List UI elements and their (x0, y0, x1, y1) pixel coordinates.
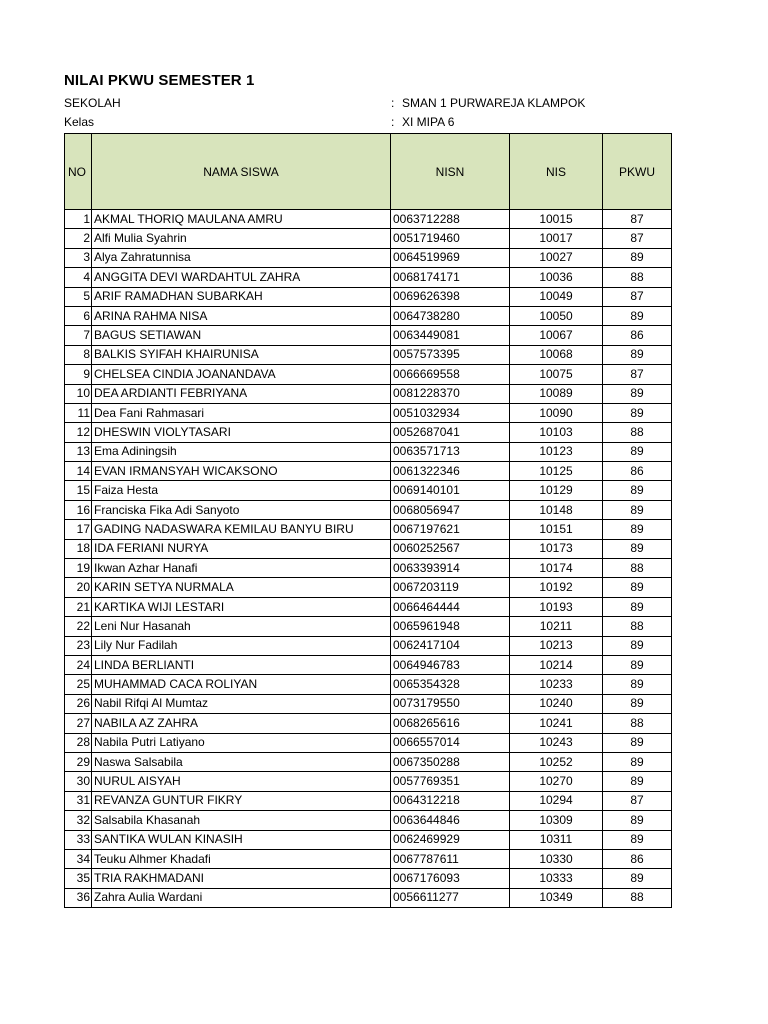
cell-nisn: 0068056947 (391, 500, 510, 519)
cell-nis: 10174 (510, 559, 603, 578)
table-row (65, 520, 672, 539)
cell-nis: 10050 (510, 306, 603, 325)
cell-name: EVAN IRMANSYAH WICAKSONO (92, 462, 391, 481)
cell-name: NURUL AISYAH (92, 772, 391, 791)
cell-pkwu: 88 (603, 617, 672, 636)
cell-nisn: 0063644846 (391, 811, 510, 830)
cell-name: Dea Fani Rahmasari (92, 403, 391, 422)
cell-nisn: 0064312218 (391, 791, 510, 810)
cell-nisn: 0069140101 (391, 481, 510, 500)
table-row (65, 539, 672, 558)
school-label: SEKOLAH (64, 96, 121, 110)
cell-pkwu: 89 (603, 733, 672, 752)
cell-nis: 10192 (510, 578, 603, 597)
cell-no: 11 (65, 403, 92, 422)
cell-nis: 10270 (510, 772, 603, 791)
cell-name: SANTIKA WULAN KINASIH (92, 830, 391, 849)
cell-nisn: 0065354328 (391, 675, 510, 694)
cell-nisn: 0068265616 (391, 714, 510, 733)
cell-nisn: 0081228370 (391, 384, 510, 403)
cell-nis: 10067 (510, 326, 603, 345)
cell-nis: 10075 (510, 365, 603, 384)
cell-pkwu: 89 (603, 306, 672, 325)
cell-nisn: 0067350288 (391, 752, 510, 771)
cell-pkwu: 89 (603, 403, 672, 422)
cell-pkwu: 89 (603, 830, 672, 849)
table-row (65, 888, 672, 907)
cell-pkwu: 88 (603, 559, 672, 578)
table-row (65, 287, 672, 306)
cell-name: ANGGITA DEVI WARDAHTUL ZAHRA (92, 268, 391, 287)
table-row (65, 675, 672, 694)
cell-nis: 10015 (510, 210, 603, 229)
cell-name: DEA ARDIANTI FEBRIYANA (92, 384, 391, 403)
cell-nis: 10151 (510, 520, 603, 539)
table-row (65, 752, 672, 771)
cell-name: LINDA BERLIANTI (92, 655, 391, 674)
table-row (65, 617, 672, 636)
cell-pkwu: 89 (603, 655, 672, 674)
cell-nisn: 0066464444 (391, 597, 510, 616)
cell-nis: 10049 (510, 287, 603, 306)
table-row (65, 655, 672, 674)
cell-nisn: 0062417104 (391, 636, 510, 655)
table-row (65, 229, 672, 248)
cell-no: 3 (65, 248, 92, 267)
cell-name: Zahra Aulia Wardani (92, 888, 391, 907)
cell-pkwu: 89 (603, 597, 672, 616)
cell-name: Ikwan Azhar Hanafi (92, 559, 391, 578)
table-row (65, 248, 672, 267)
cell-nis: 10125 (510, 462, 603, 481)
cell-nis: 10068 (510, 345, 603, 364)
cell-name: BALKIS SYIFAH KHAIRUNISA (92, 345, 391, 364)
cell-name: KARTIKA WIJI LESTARI (92, 597, 391, 616)
cell-nisn: 0065961948 (391, 617, 510, 636)
cell-no: 2 (65, 229, 92, 248)
cell-nisn: 0051719460 (391, 229, 510, 248)
document-title: NILAI PKWU SEMESTER 1 (64, 72, 255, 89)
table-row (65, 345, 672, 364)
table-row (65, 830, 672, 849)
cell-pkwu: 89 (603, 578, 672, 597)
table-row (65, 423, 672, 442)
cell-name: Leni Nur Hasanah (92, 617, 391, 636)
cell-pkwu: 89 (603, 636, 672, 655)
cell-pkwu: 88 (603, 268, 672, 287)
cell-no: 22 (65, 617, 92, 636)
class-colon: : (391, 115, 395, 129)
table-row (65, 694, 672, 713)
cell-nis: 10214 (510, 655, 603, 674)
cell-pkwu: 89 (603, 384, 672, 403)
cell-name: Teuku Alhmer Khadafi (92, 849, 391, 868)
cell-nis: 10027 (510, 248, 603, 267)
cell-no: 8 (65, 345, 92, 364)
cell-name: AKMAL THORIQ MAULANA AMRU (92, 210, 391, 229)
cell-pkwu: 89 (603, 752, 672, 771)
cell-pkwu: 89 (603, 869, 672, 888)
school-value: SMAN 1 PURWAREJA KLAMPOK (402, 96, 586, 110)
cell-no: 36 (65, 888, 92, 907)
cell-name: CHELSEA CINDIA JOANANDAVA (92, 365, 391, 384)
cell-nis: 10193 (510, 597, 603, 616)
cell-no: 29 (65, 752, 92, 771)
cell-no: 9 (65, 365, 92, 384)
cell-nisn: 0066669558 (391, 365, 510, 384)
cell-pkwu: 89 (603, 248, 672, 267)
cell-pkwu: 86 (603, 462, 672, 481)
cell-nisn: 0061322346 (391, 462, 510, 481)
cell-nis: 10330 (510, 849, 603, 868)
cell-no: 19 (65, 559, 92, 578)
table-row (65, 326, 672, 345)
cell-name: ARIF RAMADHAN SUBARKAH (92, 287, 391, 306)
cell-pkwu: 87 (603, 365, 672, 384)
cell-nis: 10243 (510, 733, 603, 752)
cell-nis: 10148 (510, 500, 603, 519)
table-row (65, 210, 672, 229)
header-no: NO (65, 134, 92, 210)
table-row (65, 442, 672, 461)
table-row (65, 268, 672, 287)
class-value: XI MIPA 6 (402, 115, 455, 129)
table-row (65, 403, 672, 422)
cell-no: 12 (65, 423, 92, 442)
cell-nis: 10349 (510, 888, 603, 907)
cell-no: 15 (65, 481, 92, 500)
cell-pkwu: 86 (603, 849, 672, 868)
table-row (65, 811, 672, 830)
cell-name: Nabil Rifqi Al Mumtaz (92, 694, 391, 713)
cell-pkwu: 89 (603, 345, 672, 364)
cell-no: 10 (65, 384, 92, 403)
cell-nisn: 0062469929 (391, 830, 510, 849)
cell-nisn: 0067203119 (391, 578, 510, 597)
header-nis: NIS (510, 134, 603, 210)
cell-no: 35 (65, 869, 92, 888)
cell-name: Franciska Fika Adi Sanyoto (92, 500, 391, 519)
cell-nis: 10252 (510, 752, 603, 771)
cell-pkwu: 89 (603, 772, 672, 791)
cell-nisn: 0064738280 (391, 306, 510, 325)
cell-pkwu: 89 (603, 694, 672, 713)
cell-nisn: 0063712288 (391, 210, 510, 229)
cell-no: 23 (65, 636, 92, 655)
cell-no: 13 (65, 442, 92, 461)
table-row (65, 462, 672, 481)
cell-no: 30 (65, 772, 92, 791)
cell-nis: 10309 (510, 811, 603, 830)
cell-no: 34 (65, 849, 92, 868)
cell-nis: 10241 (510, 714, 603, 733)
cell-no: 18 (65, 539, 92, 558)
cell-name: Alfi Mulia Syahrin (92, 229, 391, 248)
cell-nisn: 0056611277 (391, 888, 510, 907)
cell-nisn: 0073179550 (391, 694, 510, 713)
cell-pkwu: 87 (603, 229, 672, 248)
cell-nis: 10211 (510, 617, 603, 636)
cell-no: 4 (65, 268, 92, 287)
cell-nisn: 0067197621 (391, 520, 510, 539)
cell-nisn: 0057573395 (391, 345, 510, 364)
cell-pkwu: 89 (603, 500, 672, 519)
cell-no: 24 (65, 655, 92, 674)
table-row (65, 733, 672, 752)
cell-nisn: 0064946783 (391, 655, 510, 674)
cell-nisn: 0069626398 (391, 287, 510, 306)
cell-no: 14 (65, 462, 92, 481)
table-row (65, 384, 672, 403)
cell-pkwu: 89 (603, 811, 672, 830)
table-row (65, 772, 672, 791)
cell-nisn: 0067787611 (391, 849, 510, 868)
cell-name: TRIA RAKHMADANI (92, 869, 391, 888)
cell-no: 7 (65, 326, 92, 345)
cell-nisn: 0051032934 (391, 403, 510, 422)
table-row (65, 869, 672, 888)
table-row (65, 559, 672, 578)
cell-nis: 10233 (510, 675, 603, 694)
cell-no: 6 (65, 306, 92, 325)
cell-nisn: 0060252567 (391, 539, 510, 558)
cell-no: 17 (65, 520, 92, 539)
cell-nisn: 0067176093 (391, 869, 510, 888)
cell-pkwu: 87 (603, 791, 672, 810)
cell-pkwu: 89 (603, 442, 672, 461)
table-row (65, 849, 672, 868)
cell-no: 5 (65, 287, 92, 306)
cell-no: 33 (65, 830, 92, 849)
header-name: NAMA SISWA (92, 134, 391, 210)
cell-nis: 10173 (510, 539, 603, 558)
cell-pkwu: 89 (603, 520, 672, 539)
cell-nisn: 0066557014 (391, 733, 510, 752)
header-pkwu: PKWU (603, 134, 672, 210)
cell-no: 16 (65, 500, 92, 519)
cell-nis: 10036 (510, 268, 603, 287)
cell-pkwu: 87 (603, 210, 672, 229)
cell-name: Salsabila Khasanah (92, 811, 391, 830)
cell-pkwu: 89 (603, 539, 672, 558)
table-row (65, 481, 672, 500)
cell-nisn: 0064519969 (391, 248, 510, 267)
table-row (65, 365, 672, 384)
cell-name: REVANZA GUNTUR FIKRY (92, 791, 391, 810)
cell-no: 32 (65, 811, 92, 830)
cell-name: Alya Zahratunnisa (92, 248, 391, 267)
cell-no: 21 (65, 597, 92, 616)
cell-nisn: 0057769351 (391, 772, 510, 791)
cell-name: DHESWIN VIOLYTASARI (92, 423, 391, 442)
cell-nisn: 0052687041 (391, 423, 510, 442)
cell-name: Ema Adiningsih (92, 442, 391, 461)
cell-name: Lily Nur Fadilah (92, 636, 391, 655)
cell-name: IDA FERIANI NURYA (92, 539, 391, 558)
cell-nis: 10333 (510, 869, 603, 888)
cell-pkwu: 87 (603, 287, 672, 306)
cell-name: Naswa Salsabila (92, 752, 391, 771)
class-label: Kelas (64, 115, 95, 129)
cell-no: 28 (65, 733, 92, 752)
cell-nis: 10017 (510, 229, 603, 248)
cell-no: 31 (65, 791, 92, 810)
cell-nis: 10090 (510, 403, 603, 422)
cell-name: MUHAMMAD CACA ROLIYAN (92, 675, 391, 694)
cell-name: GADING NADASWARA KEMILAU BANYU BIRU (92, 520, 391, 539)
header-nisn: NISN (391, 134, 510, 210)
cell-no: 27 (65, 714, 92, 733)
cell-name: ARINA RAHMA NISA (92, 306, 391, 325)
cell-pkwu: 86 (603, 326, 672, 345)
cell-nis: 10129 (510, 481, 603, 500)
table-header-row (65, 134, 672, 210)
cell-nis: 10089 (510, 384, 603, 403)
cell-pkwu: 89 (603, 481, 672, 500)
cell-pkwu: 88 (603, 888, 672, 907)
school-colon: : (391, 96, 395, 110)
grades-table (64, 133, 672, 908)
cell-nis: 10213 (510, 636, 603, 655)
table-row (65, 578, 672, 597)
table-row (65, 500, 672, 519)
table-row (65, 597, 672, 616)
cell-nisn: 0063393914 (391, 559, 510, 578)
cell-name: KARIN SETYA NURMALA (92, 578, 391, 597)
cell-no: 25 (65, 675, 92, 694)
cell-name: NABILA AZ ZAHRA (92, 714, 391, 733)
cell-nisn: 0063449081 (391, 326, 510, 345)
cell-nisn: 0068174171 (391, 268, 510, 287)
table-row (65, 306, 672, 325)
cell-nis: 10103 (510, 423, 603, 442)
table-row (65, 636, 672, 655)
table-row (65, 714, 672, 733)
cell-nis: 10311 (510, 830, 603, 849)
cell-pkwu: 88 (603, 714, 672, 733)
cell-no: 20 (65, 578, 92, 597)
cell-pkwu: 89 (603, 675, 672, 694)
table-row (65, 791, 672, 810)
cell-nis: 10294 (510, 791, 603, 810)
cell-nis: 10123 (510, 442, 603, 461)
cell-nis: 10240 (510, 694, 603, 713)
cell-pkwu: 88 (603, 423, 672, 442)
cell-name: Nabila Putri Latiyano (92, 733, 391, 752)
cell-name: Faiza Hesta (92, 481, 391, 500)
cell-no: 26 (65, 694, 92, 713)
cell-name: BAGUS SETIAWAN (92, 326, 391, 345)
cell-no: 1 (65, 210, 92, 229)
cell-nisn: 0063571713 (391, 442, 510, 461)
